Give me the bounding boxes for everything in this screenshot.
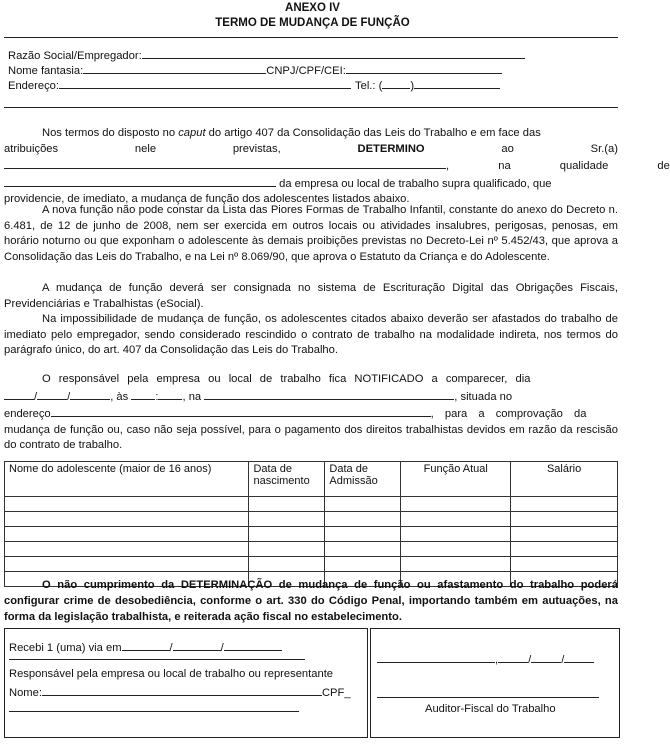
p1-caput: caput xyxy=(178,127,206,139)
table-cell[interactable] xyxy=(249,527,325,542)
p5-line-a: O responsável pela empresa ou local de trabalho fica NOTIFICADO a comparecer, dia xyxy=(42,373,531,385)
table-header-row xyxy=(5,462,618,497)
name-label: Nome: xyxy=(9,687,42,699)
p5-na: , na xyxy=(182,390,202,403)
table-row xyxy=(5,512,618,527)
auditor-year-input[interactable] xyxy=(564,651,594,663)
table-cell[interactable] xyxy=(401,527,511,542)
header-name: Nome do adolescente (maior de 16 anos) xyxy=(5,462,249,497)
phone-label: Tel.: ( xyxy=(355,80,383,92)
p5-as: , às xyxy=(110,390,129,403)
received-day-input[interactable] xyxy=(122,639,170,651)
hour-input[interactable] xyxy=(131,388,155,400)
table-cell[interactable] xyxy=(249,512,325,527)
table-row xyxy=(5,557,618,572)
name-cpf-row xyxy=(9,684,351,699)
auditor-label: Auditor-Fiscal do Trabalho xyxy=(425,703,556,715)
phone-close: ) xyxy=(410,80,415,92)
p1-text-a: Nos termos do disposto no xyxy=(42,127,176,139)
auditor-signature-line xyxy=(377,697,599,698)
trade-name-input[interactable] xyxy=(83,62,266,74)
table-cell[interactable] xyxy=(401,542,511,557)
p5-endereco: endereço xyxy=(4,408,51,420)
received-month-input[interactable] xyxy=(173,639,221,651)
table-cell[interactable] xyxy=(5,497,249,512)
paragraph-determination xyxy=(4,126,670,208)
cpf-line xyxy=(9,711,299,712)
table-cell[interactable] xyxy=(511,497,618,512)
table-cell[interactable] xyxy=(5,542,249,557)
p1-word-sr: Sr.(a) xyxy=(590,142,618,155)
month-input[interactable] xyxy=(37,388,67,400)
signature-line xyxy=(9,659,305,660)
table-cell[interactable] xyxy=(5,512,249,527)
person-name-input[interactable] xyxy=(4,157,446,169)
received-year-input[interactable] xyxy=(224,639,282,651)
table-cell[interactable] xyxy=(249,497,325,512)
trade-name-row xyxy=(8,62,502,77)
table-cell[interactable] xyxy=(249,542,325,557)
address-row xyxy=(8,77,500,92)
header-admission-date: Data de Admissão xyxy=(325,462,401,497)
day-input[interactable] xyxy=(4,388,34,400)
responsible-label: Responsável pela empresa ou local de trabalho ou representante xyxy=(9,668,334,680)
p1-word-ao: ao xyxy=(501,142,514,155)
fields-divider xyxy=(4,107,618,108)
auditor-day-input[interactable] xyxy=(498,651,528,663)
paragraph-esocial: A mudança de função deverá ser consignada no sistema de Escrituração Digital das Obrigações Fiscais, Previdenciárias e Trabalhistas (eSocial). xyxy=(4,282,618,310)
table-cell[interactable] xyxy=(401,497,511,512)
table-cell[interactable] xyxy=(511,542,618,557)
receipt-box xyxy=(4,628,368,738)
p1-word-previstas: previstas, xyxy=(232,142,281,155)
p1-determino: DETERMINO xyxy=(357,142,425,155)
p1-empresa-text: da empresa ou local de trabalho supra qualificado, que xyxy=(279,177,552,190)
table-row xyxy=(5,497,618,512)
location-input[interactable] xyxy=(204,388,454,400)
p5-para: , para a comprovação da xyxy=(430,408,587,420)
header-current-role: Função Atual xyxy=(401,462,511,497)
p1-word-nele: nele xyxy=(134,142,157,155)
table-cell[interactable] xyxy=(325,542,401,557)
p5-situada: , situada no xyxy=(454,390,513,403)
adolescents-table xyxy=(4,461,618,587)
phone-number-input[interactable] xyxy=(414,77,500,89)
p5-line-d: mudança de função ou, caso não seja possível, para o pagamento dos direitos trabalhistas devidos em razão da rescisão do contrato de trabalho. xyxy=(4,423,618,451)
cnpj-label: CNPJ/CPF/CEI: xyxy=(266,65,346,77)
table-cell[interactable] xyxy=(5,557,249,572)
received-label: Recebi 1 (uma) via em xyxy=(9,642,122,654)
minute-input[interactable] xyxy=(158,388,182,400)
paragraph-prohibitions: A nova função não pode constar da Lista das Piores Formas de Trabalho Infantil, constante do anexo do Decreto n. 6.481, de 12 de junho de 2008, nem ser exercida em outros locais ou atividades insalubres, perigosas, penosas, em horário noturno ou que exponham o adolescente às demais proibições previstas no Decreto-Lei nº 5.452/43, que aprova a Consolidação das Leis do Trabalho, e na Lei nº 8.069/90, que aprova o Estatuto da Criança e do Adolescente. xyxy=(4,204,618,263)
person-role-input[interactable] xyxy=(4,175,276,187)
paragraph-impossibility: Na impossibilidade de mudança de função, os adolescentes citados abaixo deverão ser afastados do trabalho de imediato pelo empregador, sendo considerado rescindido o contrato de trabalho na modalidade indireta, nos termos do parágrafo único, do art. 407 da Consolidação das Leis do Trabalho. xyxy=(4,313,618,356)
address-input[interactable] xyxy=(59,77,351,89)
paragraph-notification: O responsável pela empresa ou local de trabalho fica NOTIFICADO a comparecer, dia / / , às : , na , situada no endereço , para a comprovação da mudança de função ou, caso não seja possível, para o pagamento dos direitos trabalhistas devidos em razão da rescisão do contrato de trabalho. xyxy=(4,372,618,454)
table-cell[interactable] xyxy=(401,512,511,527)
header-birth-date: Data de nascimento xyxy=(249,462,325,497)
document-title: TERMO DE MUDANÇA DE FUNÇÃO xyxy=(215,17,410,29)
table-cell[interactable] xyxy=(511,527,618,542)
auditor-date-line: , / / xyxy=(377,651,594,666)
year-input[interactable] xyxy=(70,388,110,400)
cpf-label: CPF_ xyxy=(321,687,351,699)
table-cell[interactable] xyxy=(325,557,401,572)
p5-colon: : xyxy=(155,390,159,403)
table-cell[interactable] xyxy=(511,512,618,527)
auditor-place-input[interactable] xyxy=(377,651,495,663)
notification-address-input[interactable] xyxy=(51,405,431,417)
table-cell[interactable] xyxy=(249,557,325,572)
table-row xyxy=(5,527,618,542)
company-field-row xyxy=(8,47,525,62)
auditor-month-input[interactable] xyxy=(531,651,561,663)
non-compliance-warning: O não cumprimento da DETERMINAÇÃO de mudança de função ou afastamento do trabalho poderá configurar crime de desobediência, conforme o art. 330 do Código Penal, importando também em autuações, na forma da legislação trabalhista, e reiterada ação fiscal no estabelecimento. xyxy=(4,579,618,623)
p1-word-atribuicoes: atribuições xyxy=(4,142,59,155)
phone-area-input[interactable] xyxy=(382,77,410,89)
header-divider xyxy=(4,37,618,38)
p1-last-line: providencie, de imediato, a mudança de função dos adolescentes listados abaixo. xyxy=(4,193,410,205)
company-label: Razão Social/Empregador: xyxy=(8,50,142,62)
auditor-box xyxy=(370,628,620,738)
table-cell[interactable] xyxy=(325,527,401,542)
p1-text-b: do artigo 407 da Consolidação das Leis do Trabalho e em face das xyxy=(208,127,541,139)
p1-qualidade: , na qualidade de xyxy=(446,160,670,172)
address-label: Endereço: xyxy=(8,80,59,92)
table-cell[interactable] xyxy=(325,512,401,527)
table-cell[interactable] xyxy=(401,557,511,572)
cnpj-input[interactable] xyxy=(346,62,502,74)
table-cell[interactable] xyxy=(5,527,249,542)
trade-name-label: Nome fantasia: xyxy=(8,65,84,77)
annex-label: ANEXO IV xyxy=(285,2,340,14)
company-input[interactable] xyxy=(142,47,525,59)
table-cell[interactable] xyxy=(511,557,618,572)
receipt-line: Recebi 1 (uma) via em / / xyxy=(9,639,282,654)
table-cell[interactable] xyxy=(325,497,401,512)
header-salary: Salário xyxy=(511,462,618,497)
table-row xyxy=(5,542,618,557)
name-input[interactable] xyxy=(42,684,322,696)
